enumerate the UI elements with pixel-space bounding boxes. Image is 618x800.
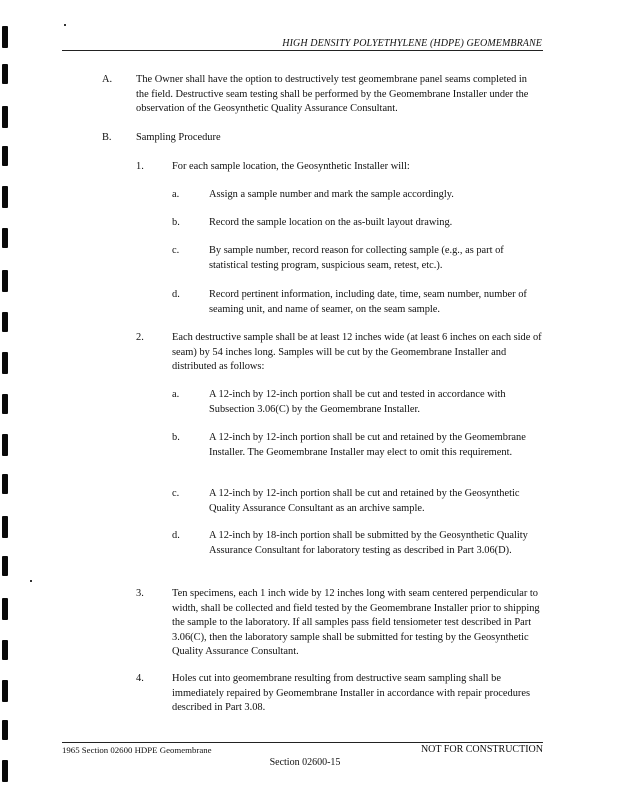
item-1b-text: Record the sample location on the as-built layout drawing. bbox=[209, 217, 453, 228]
header-rule bbox=[62, 50, 543, 51]
section-a-label: A. bbox=[102, 74, 113, 85]
item-2c-label: c. bbox=[172, 488, 180, 499]
binder-hole-mark bbox=[2, 106, 8, 128]
item-2d-label: d. bbox=[172, 530, 180, 541]
binder-hole-mark bbox=[2, 228, 8, 248]
item-2-text: Each destructive sample shall be at least 12 inches wide (at least 6 inches on each side of seam) by 54 inches long. Samples will be cut by the Geomembrane Installer and distributed as follows: bbox=[172, 332, 542, 372]
binder-edge bbox=[0, 0, 14, 800]
scan-speck bbox=[64, 24, 66, 26]
document-header-title: HIGH DENSITY POLYETHYLENE (HDPE) GEOMEMBRANE bbox=[282, 38, 542, 49]
item-2c-text: A 12-inch by 12-inch portion shall be cut and retained by the Geosynthetic Quality Assurance Consultant as an archive sample. bbox=[209, 488, 520, 514]
item-2a-label: a. bbox=[172, 389, 180, 400]
binder-hole-mark bbox=[2, 26, 8, 48]
binder-hole-mark bbox=[2, 598, 8, 620]
binder-hole-mark bbox=[2, 640, 8, 660]
binder-hole-mark bbox=[2, 312, 8, 332]
section-b-label: B. bbox=[102, 132, 112, 143]
item-2b-text: A 12-inch by 12-inch portion shall be cut and retained by the Geomembrane Installer. The Geomembrane Installer may elect to omit this requirement. bbox=[209, 432, 526, 458]
section-a-paragraph: The Owner shall have the option to destructively test geomembrane panel seams completed in the field. Destructive seam testing shall be performed by the Geomembrane Installer under the observation of the Geosynthetic Quality Assurance Consultant. bbox=[136, 74, 529, 114]
footer-document-id: 1965 Section 02600 HDPE Geomembrane bbox=[62, 745, 212, 755]
binder-hole-mark bbox=[2, 394, 8, 414]
item-1c-label: c. bbox=[172, 245, 180, 256]
item-1a-text: Assign a sample number and mark the sample accordingly. bbox=[209, 189, 454, 200]
binder-hole-mark bbox=[2, 516, 8, 538]
section-b-title: Sampling Procedure bbox=[136, 132, 221, 143]
item-3-label: 3. bbox=[136, 588, 144, 599]
binder-hole-mark bbox=[2, 680, 8, 702]
footer-status: NOT FOR CONSTRUCTION bbox=[420, 744, 543, 755]
item-2a-text: A 12-inch by 12-inch portion shall be cut and tested in accordance with Subsection 3.06(C) by the Geomembrane Installer. bbox=[209, 389, 506, 415]
item-1b-label: b. bbox=[172, 217, 180, 228]
binder-hole-mark bbox=[2, 64, 8, 84]
item-4-label: 4. bbox=[136, 673, 144, 684]
binder-hole-mark bbox=[2, 352, 8, 374]
item-4-text: Holes cut into geomembrane resulting from destructive seam sampling shall be immediately repaired by Geomembrane Installer in accordance with repair procedures described in Part 3.08. bbox=[172, 673, 531, 713]
item-1d-label: d. bbox=[172, 289, 180, 300]
binder-hole-mark bbox=[2, 556, 8, 576]
binder-hole-mark bbox=[2, 186, 8, 208]
binder-hole-mark bbox=[2, 270, 8, 292]
item-3-text: Ten specimens, each 1 inch wide by 12 inches long with seam centered perpendicular to width, shall be collected and field tested by the Geomembrane Installer prior to shipping the sample to the laboratory. If all samples pass field tensiometer test described in Part 3.06(C), then the laboratory sample shall be submitted for testing by the Geosynthetic Quality Assurance Consultant. bbox=[172, 588, 540, 657]
item-1d-text: Record pertinent information, including date, time, seam number, number of seaming unit, and name of seamer, on the seam sample. bbox=[209, 289, 527, 315]
item-1a-label: a. bbox=[172, 189, 180, 200]
item-1c-text: By sample number, record reason for collecting sample (e.g., as part of statistical testing program, suspicious seam, retest, etc.). bbox=[209, 245, 504, 271]
page-number: Section 02600-15 bbox=[269, 757, 341, 768]
item-2d-text: A 12-inch by 18-inch portion shall be submitted by the Geosynthetic Quality Assurance Consultant for laboratory testing as described in Part 3.06(D). bbox=[209, 530, 528, 556]
item-1-text: For each sample location, the Geosynthetic Installer will: bbox=[172, 161, 410, 172]
item-2-label: 2. bbox=[136, 332, 144, 343]
binder-hole-mark bbox=[2, 146, 8, 166]
binder-hole-mark bbox=[2, 720, 8, 740]
binder-hole-mark bbox=[2, 434, 8, 456]
scan-speck bbox=[30, 580, 32, 582]
item-1-label: 1. bbox=[136, 161, 144, 172]
binder-hole-mark bbox=[2, 474, 8, 494]
binder-hole-mark bbox=[2, 760, 8, 782]
item-2b-label: b. bbox=[172, 432, 180, 443]
